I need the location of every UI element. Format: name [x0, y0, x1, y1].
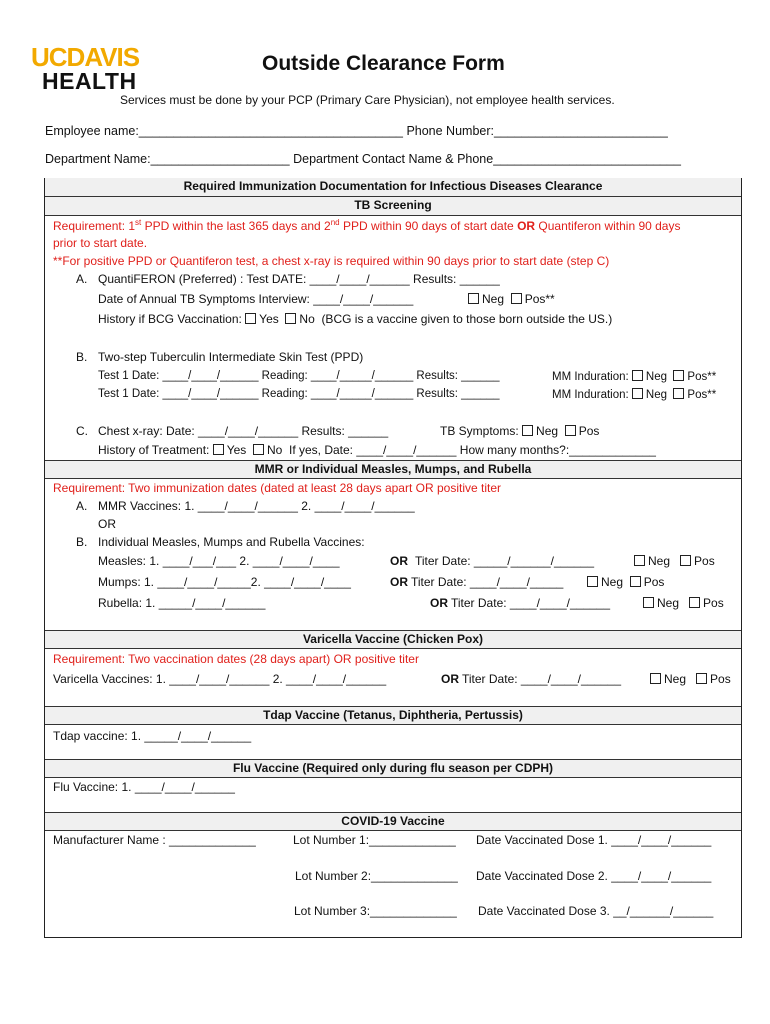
measles-result: Neg Pos — [634, 554, 715, 568]
varicella-or: OR — [441, 672, 459, 686]
covid-lot-3[interactable]: Lot Number 3:_____________ — [294, 904, 457, 918]
tb-requirement-3: **For positive PPD or Quantiferon test, a chest x-ray is required within 90 days prior to start date (step C) — [53, 254, 610, 268]
mmr-requirement: Requirement: Two immunization dates (dated at least 28 days apart OR positive titer — [53, 481, 502, 495]
mumps-result: Neg Pos — [587, 575, 664, 589]
employee-name-field[interactable]: Employee name:______________________________________ Phone Number:_________________________ — [45, 124, 668, 138]
varicella-header: Varicella Vaccine (Chicken Pox) — [45, 630, 741, 649]
item-c-label: C. — [76, 424, 88, 438]
neg-checkbox[interactable] — [643, 597, 654, 608]
page-title: Outside Clearance Form — [262, 52, 505, 75]
pos-checkbox[interactable] — [565, 425, 576, 436]
mmr-or: OR — [98, 517, 116, 531]
department-field[interactable]: Department Name:____________________ Department Contact Name & Phone___________________________ — [45, 152, 681, 166]
ppd-mm-2: MM Induration: Neg Pos** — [552, 389, 717, 401]
treatment-no-checkbox[interactable] — [253, 444, 264, 455]
pos-checkbox[interactable] — [696, 673, 707, 684]
bcg-no-checkbox[interactable] — [285, 313, 296, 324]
item-a-label: A. — [76, 272, 88, 286]
bcg-yes-checkbox[interactable] — [245, 313, 256, 324]
tdap-header: Tdap Vaccine (Tetanus, Diphtheria, Pertussis) — [45, 706, 741, 725]
ucdavis-logo: UCDAVIS — [31, 42, 140, 72]
treatment-yes-checkbox[interactable] — [213, 444, 224, 455]
neg-checkbox[interactable] — [468, 293, 479, 304]
treatment-history-line: History of Treatment: Yes No If yes, Date: ____/____/______ How many months?:_____________ — [98, 443, 656, 457]
tb-symptoms: TB Symptoms: Neg Pos — [440, 424, 600, 438]
varicella-requirement: Requirement: Two vaccination dates (28 days apart) OR positive titer — [53, 652, 419, 666]
pos-checkbox[interactable] — [689, 597, 700, 608]
flu-line[interactable]: Flu Vaccine: 1. ____/____/______ — [53, 780, 235, 794]
covid-lot-2[interactable]: Lot Number 2:_____________ — [295, 869, 458, 883]
pos-checkbox[interactable] — [673, 370, 684, 381]
mumps-titer[interactable]: Titer Date: ____/____/_____ — [411, 575, 564, 589]
neg-checkbox[interactable] — [522, 425, 533, 436]
measles-or: OR — [390, 554, 408, 568]
covid-dose-1[interactable]: Date Vaccinated Dose 1. ____/____/______ — [476, 833, 712, 847]
varicella-result: Neg Pos — [650, 672, 731, 686]
pos-checkbox[interactable] — [511, 293, 522, 304]
page-subtitle: Services must be done by your PCP (Primary Care Physician), not employee health services. — [120, 93, 615, 107]
rubella-result: Neg Pos — [643, 596, 724, 610]
required-header: Required Immunization Documentation for Infectious Diseases Clearance — [45, 178, 741, 197]
rubella-or: OR — [430, 596, 448, 610]
quantiferon-line[interactable]: QuantiFERON (Preferred) : Test DATE: ____/____/______ Results: ______ — [98, 272, 500, 286]
pos-checkbox[interactable] — [630, 576, 641, 587]
individual-vaccines-title: Individual Measles, Mumps and Rubella Vaccines: — [98, 535, 365, 549]
neg-checkbox[interactable] — [650, 673, 661, 684]
mmr-header: MMR or Individual Measles, Mumps, and Rubella — [45, 460, 741, 479]
tb-interview-line[interactable]: Date of Annual TB Symptoms Interview: ____/____/______ — [98, 292, 414, 306]
bcg-line: History if BCG Vaccination: Yes No (BCG is a vaccine given to those born outside the US.) — [98, 312, 613, 326]
covid-manufacturer[interactable]: Manufacturer Name : _____________ — [53, 833, 256, 847]
chest-xray-line[interactable]: Chest x-ray: Date: ____/____/______ Results: ______ — [98, 424, 389, 438]
rubella-line[interactable]: Rubella: 1. _____/____/______ — [98, 596, 266, 610]
neg-checkbox[interactable] — [587, 576, 598, 587]
covid-lot-1[interactable]: Lot Number 1:_____________ — [293, 833, 456, 847]
tdap-line[interactable]: Tdap vaccine: 1. _____/____/______ — [53, 729, 252, 743]
tb-interview-result: Neg Pos** — [468, 292, 555, 306]
neg-checkbox[interactable] — [632, 370, 643, 381]
rubella-titer[interactable]: Titer Date: ____/____/______ — [451, 596, 611, 610]
mumps-line[interactable]: Mumps: 1. ____/____/_____2. ____/____/____ — [98, 575, 351, 589]
mumps-or: OR — [390, 575, 408, 589]
measles-line[interactable]: Measles: 1. ____/___/___ 2. ____/____/____ — [98, 554, 340, 568]
pos-checkbox[interactable] — [680, 555, 691, 566]
neg-checkbox[interactable] — [634, 555, 645, 566]
measles-titer[interactable]: Titer Date: _____/______/______ — [415, 554, 595, 568]
flu-header: Flu Vaccine (Required only during flu season per CDPH) — [45, 759, 741, 778]
pos-checkbox[interactable] — [673, 388, 684, 399]
mmr-b-label: B. — [76, 535, 88, 549]
item-b-label: B. — [76, 350, 88, 364]
mmr-a-label: A. — [76, 499, 88, 513]
ppd-title: Two-step Tuberculin Intermediate Skin Test (PPD) — [98, 350, 364, 364]
varicella-line[interactable]: Varicella Vaccines: 1. ____/____/______ 2. ____/____/______ — [53, 672, 387, 686]
neg-checkbox[interactable] — [632, 388, 643, 399]
health-logo: HEALTH — [42, 68, 137, 94]
tb-header: TB Screening — [45, 197, 741, 216]
mmr-vaccines-line[interactable]: MMR Vaccines: 1. ____/____/______ 2. ____/____/______ — [98, 499, 415, 513]
covid-dose-2[interactable]: Date Vaccinated Dose 2. ____/____/______ — [476, 869, 712, 883]
ppd-test-1[interactable]: Test 1 Date: ____/____/______ Reading: ____/_____/______ Results: ______ — [98, 370, 500, 382]
covid-header: COVID-19 Vaccine — [45, 812, 741, 831]
ppd-test-2[interactable]: Test 1 Date: ____/____/______ Reading: ____/_____/______ Results: ______ — [98, 388, 500, 400]
tb-requirement: Requirement: 1st PPD within the last 365 days and 2nd PPD within 90 days of start date OR Quantiferon within 90 days — [53, 218, 681, 233]
varicella-titer[interactable]: Titer Date: ____/____/______ — [462, 672, 622, 686]
tb-requirement-2: prior to start date. — [53, 236, 148, 250]
ppd-mm-1: MM Induration: Neg Pos** — [552, 371, 717, 383]
covid-dose-3[interactable]: Date Vaccinated Dose 3. __/______/______ — [478, 904, 714, 918]
